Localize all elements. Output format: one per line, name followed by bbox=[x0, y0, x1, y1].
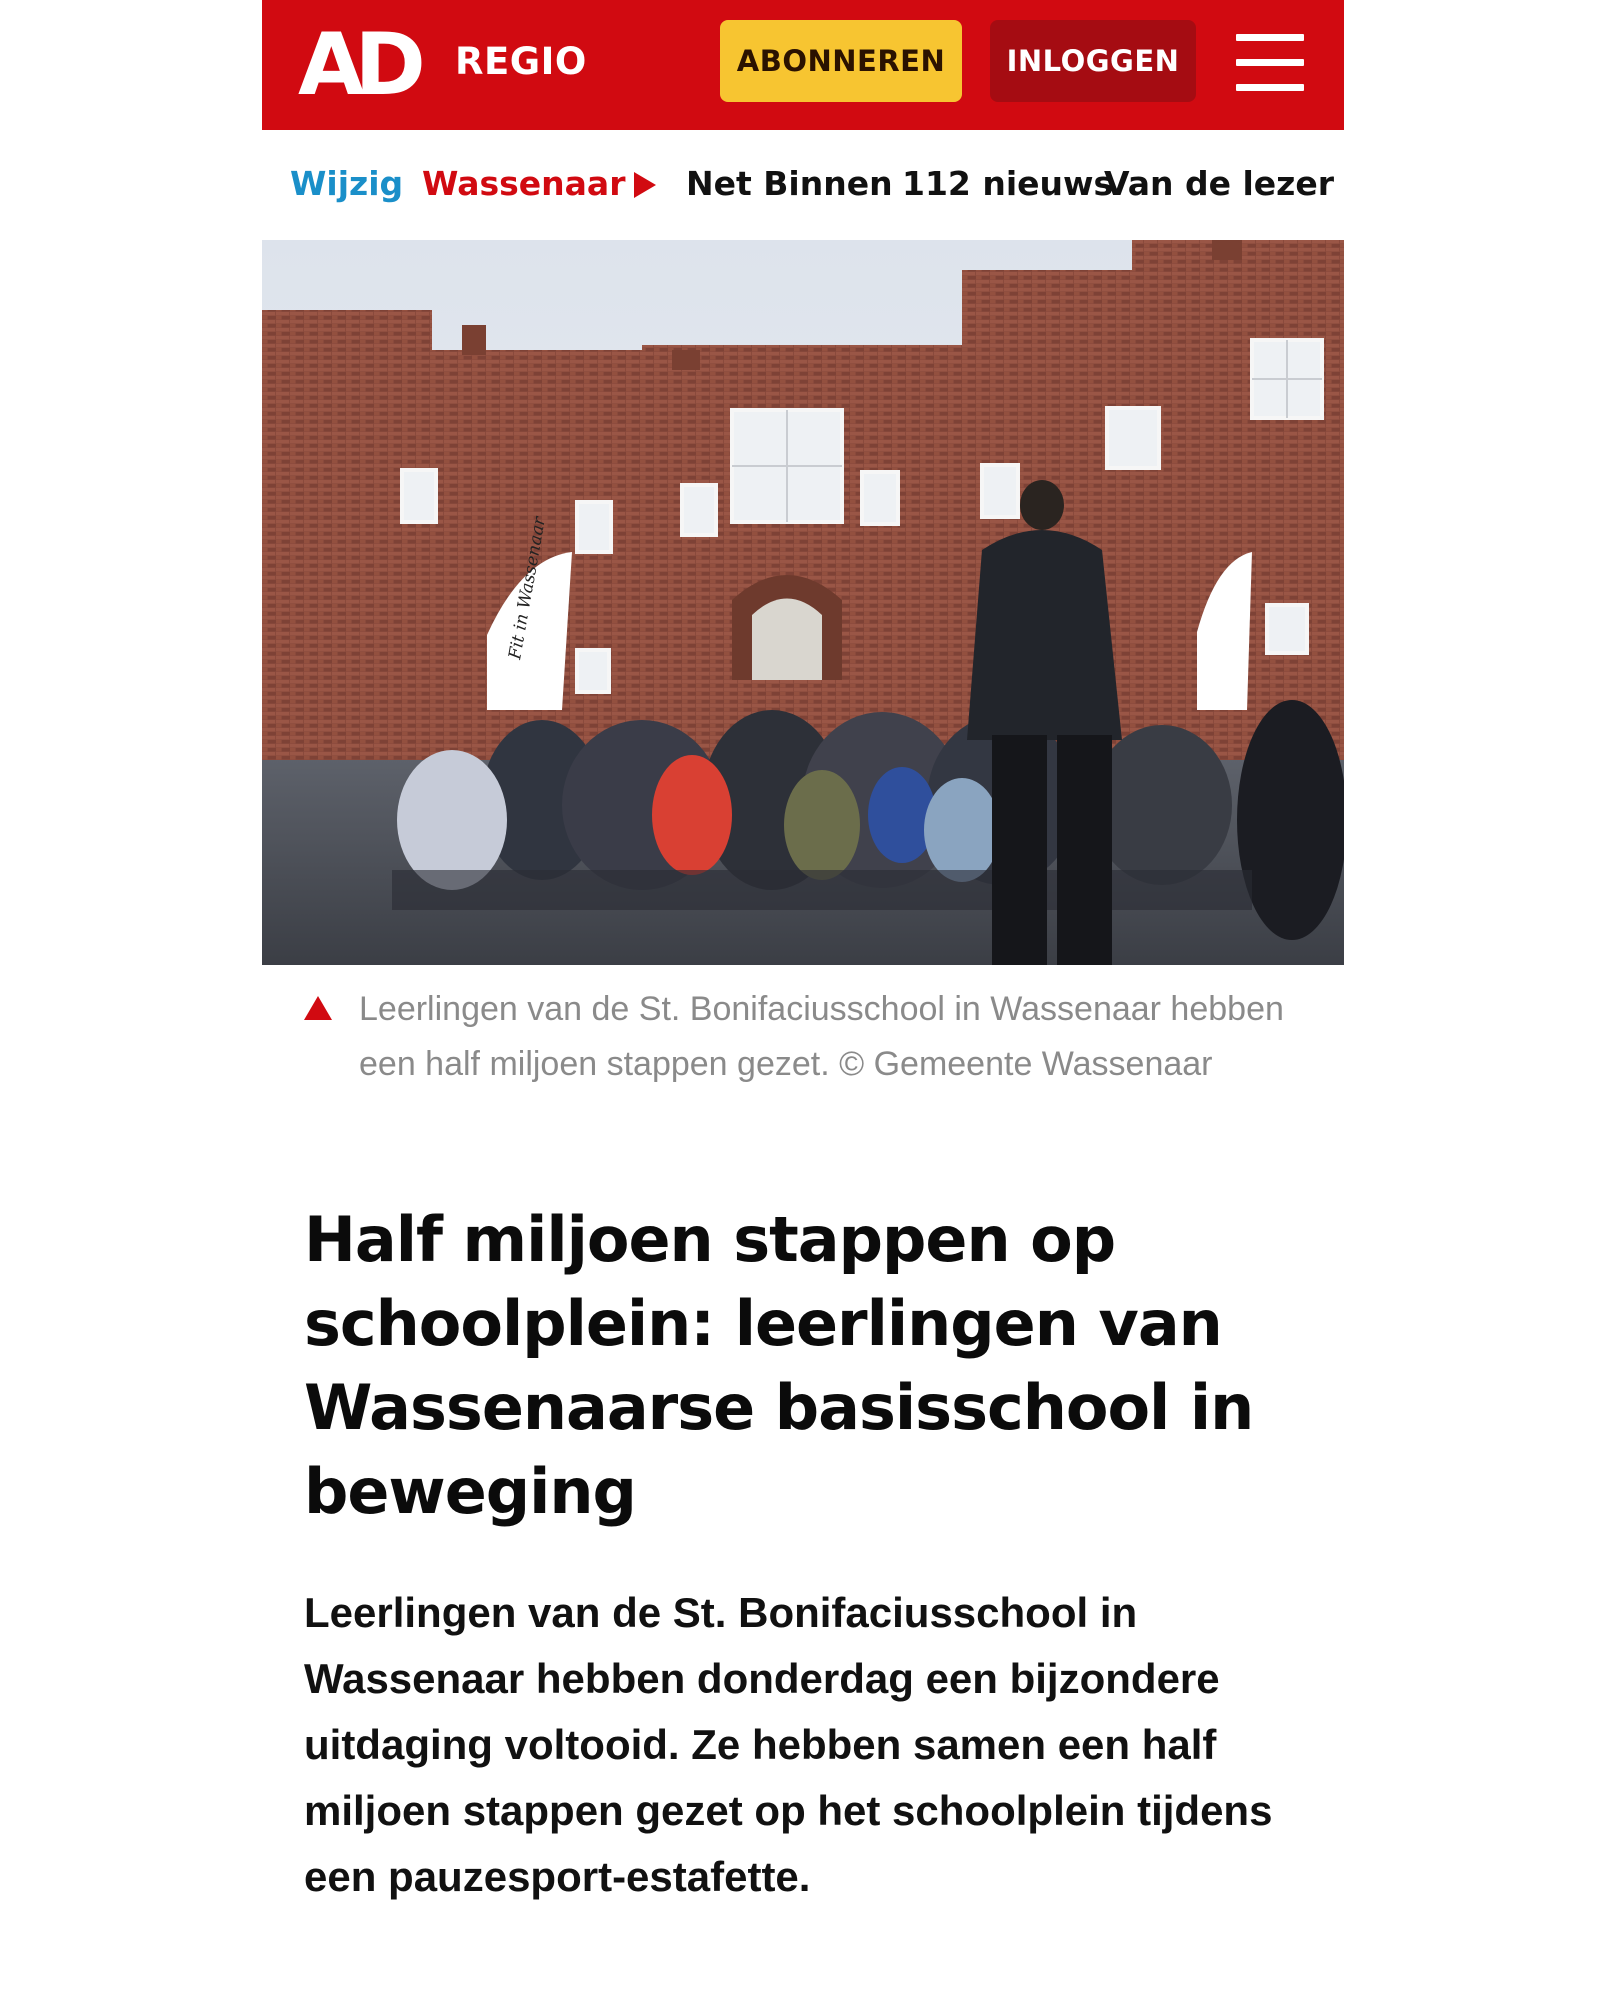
article-headline: Half miljoen stappen op schoolplein: leerlingen van Wassenaarse basisschool in beweging bbox=[304, 1203, 1254, 1528]
hamburger-menu-icon[interactable] bbox=[1236, 34, 1304, 92]
ad-logo[interactable] bbox=[298, 24, 428, 102]
subscribe-button[interactable]: ABONNEREN bbox=[720, 20, 962, 102]
section-label: REGIO bbox=[455, 40, 587, 83]
current-region[interactable]: Wassenaar bbox=[422, 164, 626, 203]
svg-text:Fit in Wassenaar: Fit in Wassenaar bbox=[505, 515, 550, 661]
nav-item-net-binnen[interactable]: Net Binnen bbox=[686, 164, 893, 203]
article-intro: Leerlingen van de St. Bonifaciusschool in Wassenaar hebben donderdag een bijzondere uitdaging voltooid. Ze hebben samen een half miljoen stappen gezet op het schoolplein tijdens een pauzesport-estafette. bbox=[304, 1589, 1273, 1900]
photo-caption: Leerlingen van de St. Bonifaciusschool in Wassenaar hebben een half miljoen stappen gezet. © Gemeente Wassenaar bbox=[359, 990, 1284, 1083]
play-arrow-icon bbox=[634, 172, 656, 198]
region-nav bbox=[262, 158, 1344, 214]
edit-region-link[interactable]: Wijzig bbox=[290, 164, 404, 203]
svg-text:AD: AD bbox=[298, 24, 416, 102]
nav-item-van-de-lezer[interactable]: Van de lezer bbox=[1104, 164, 1335, 203]
site-header bbox=[262, 0, 1344, 130]
login-button[interactable]: INLOGGEN bbox=[990, 20, 1196, 102]
article-photo bbox=[262, 240, 1344, 965]
caption-triangle-icon bbox=[304, 996, 332, 1020]
nav-item-112-nieuws[interactable]: 112 nieuws bbox=[902, 164, 1114, 203]
